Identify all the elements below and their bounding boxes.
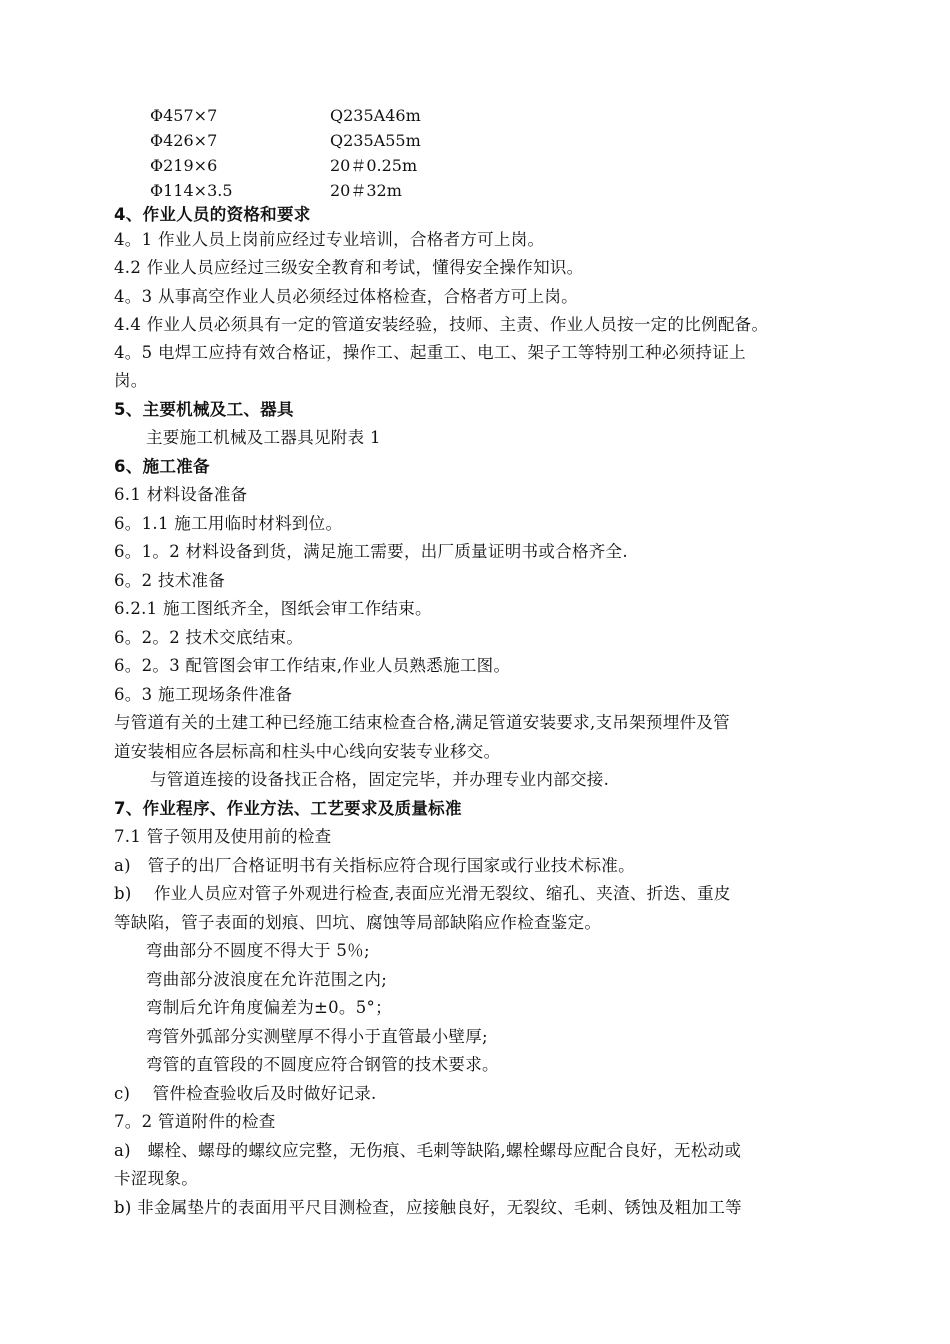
bend-requirement: 弯曲部分波浪度在允许范围之内; xyxy=(146,970,388,989)
paragraph-line: 7.1 管子领用及使用前的检查 xyxy=(114,827,332,846)
paragraph-line: 卡涩现象。 xyxy=(114,1169,198,1188)
paragraph-line: c) 管件检查验收后及时做好记录. xyxy=(114,1084,377,1103)
bend-requirement: 弯管的直管段的不圆度应符合钢管的技术要求。 xyxy=(146,1055,499,1074)
paragraph-line: 等缺陷，管子表面的划痕、凹坑、腐蚀等局部缺陷应作检查鉴定。 xyxy=(114,913,602,932)
paragraph-line: 6。2。2 技术交底结束。 xyxy=(114,628,304,647)
paragraph-line: 7。2 管道附件的检查 xyxy=(114,1112,276,1131)
paragraph-line: 道安装相应各层标高和柱头中心线向安装专业移交。 xyxy=(114,742,501,761)
section-4-heading: 4、作业人员的资格和要求 xyxy=(114,205,311,224)
paragraph-line: 4.4 作业人员必须具有一定的管道安装经验，技师、主责、作业人员按一定的比例配备。 xyxy=(114,315,769,334)
spec-material: 20＃32m xyxy=(330,181,402,200)
paragraph-line: 4。5 电焊工应持有效合格证，操作工、起重工、电工、架子工等特别工种必须持证上 xyxy=(114,343,746,362)
paragraph-line: 岗。 xyxy=(114,371,148,390)
paragraph-line: 与管道连接的设备找正合格，固定完毕，并办理专业内部交接. xyxy=(150,770,610,789)
paragraph-line: a) 螺栓、螺母的螺纹应完整，无伤痕、毛刺等缺陷,螺栓螺母应配合良好，无松动或 xyxy=(114,1141,742,1160)
spec-material: Q235A55m xyxy=(330,131,421,150)
paragraph-line: b) 作业人员应对管子外观进行检查,表面应光滑无裂纹、缩孔、夹渣、折迭、重皮 xyxy=(114,884,731,903)
paragraph-line: 6.2.1 施工图纸齐全，图纸会审工作结束。 xyxy=(114,599,432,618)
paragraph-line: 4。3 从事高空作业人员必须经过体格检查，合格者方可上岗。 xyxy=(114,287,578,306)
paragraph-line: b) 非金属垫片的表面用平尺目测检查，应接触良好，无裂纹、毛刺、锈蚀及粗加工等 xyxy=(114,1198,742,1217)
spec-material: 20＃0.25m xyxy=(330,156,418,175)
paragraph-line: 与管道有关的土建工种已经施工结束检查合格,满足管道安装要求,支吊架预埋件及管 xyxy=(114,713,730,732)
paragraph-line: 4。1 作业人员上岗前应经过专业培训，合格者方可上岗。 xyxy=(114,230,545,249)
spec-size: Φ426×7 xyxy=(150,131,218,150)
paragraph-line: 6。3 施工现场条件准备 xyxy=(114,685,293,704)
paragraph-line: 6.1 材料设备准备 xyxy=(114,485,248,504)
section-6-heading: 6、施工准备 xyxy=(114,457,210,476)
section-5-heading: 5、主要机械及工、器具 xyxy=(114,400,294,419)
paragraph-line: 6。2 技术准备 xyxy=(114,571,226,590)
spec-material: Q235A46m xyxy=(330,106,421,125)
bend-requirement: 弯管外弧部分实测壁厚不得小于直管最小壁厚; xyxy=(146,1027,488,1046)
spec-size: Φ219×6 xyxy=(150,156,218,175)
paragraph-line: a) 管子的出厂合格证明书有关指标应符合现行国家或行业技术标准。 xyxy=(114,856,635,875)
paragraph-line: 6。1。2 材料设备到货，满足施工需要，出厂质量证明书或合格齐全. xyxy=(114,542,628,561)
spec-size: Φ114×3.5 xyxy=(150,181,233,200)
spec-row xyxy=(150,130,550,152)
spec-row xyxy=(150,155,550,177)
spec-row xyxy=(150,105,550,127)
section-7-heading: 7、作业程序、作业方法、工艺要求及质量标准 xyxy=(114,799,462,818)
spec-row xyxy=(150,180,550,202)
bend-requirement: 弯曲部分不圆度不得大于 5％; xyxy=(146,941,370,960)
paragraph-line: 4.2 作业人员应经过三级安全教育和考试，懂得安全操作知识。 xyxy=(114,258,584,277)
spec-size: Φ457×7 xyxy=(150,106,218,125)
bend-requirement: 弯制后允许角度偏差为±0。5°； xyxy=(146,998,392,1017)
paragraph-line: 6。1.1 施工用临时材料到位。 xyxy=(114,514,343,533)
paragraph-line: 主要施工机械及工器具见附表 1 xyxy=(146,428,381,447)
paragraph-line: 6。2。3 配管图会审工作结束,作业人员熟悉施工图。 xyxy=(114,656,511,675)
